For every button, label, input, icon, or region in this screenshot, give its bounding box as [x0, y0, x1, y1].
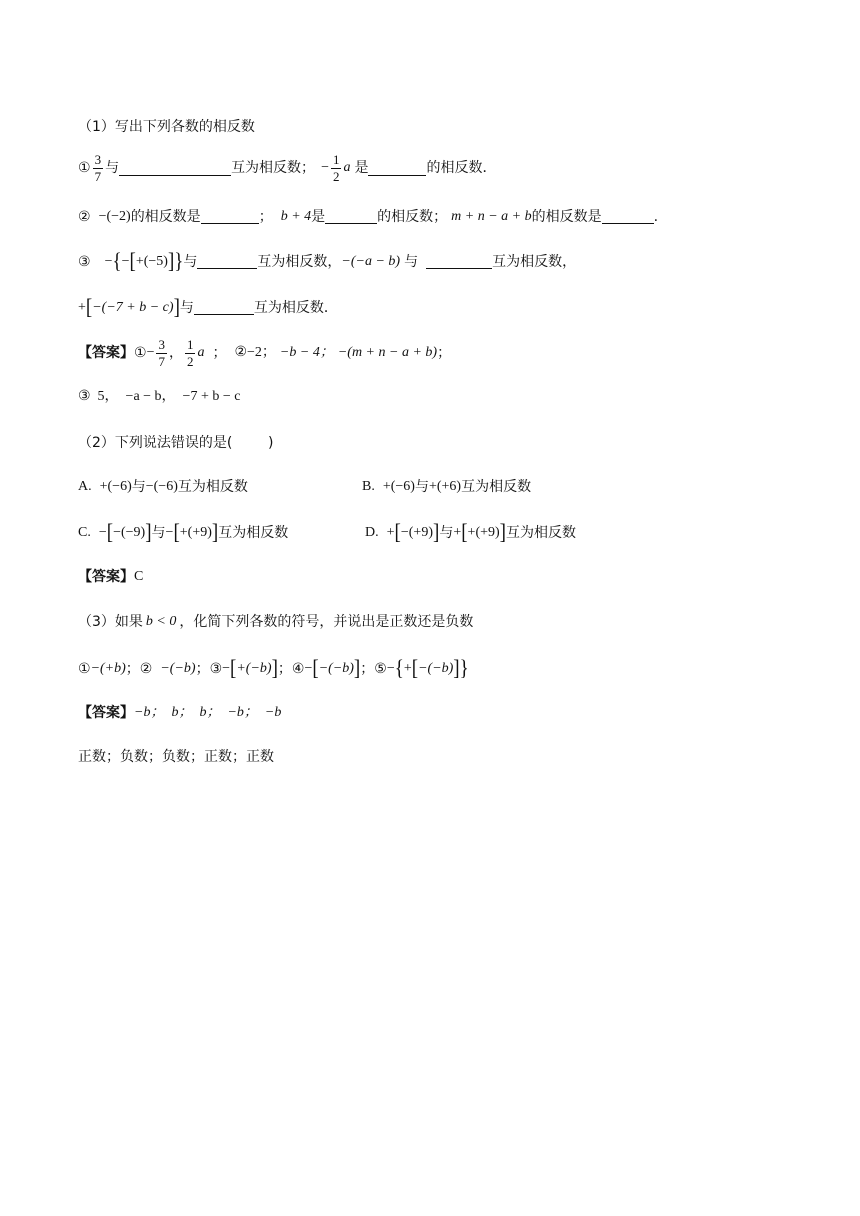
text: 与 [414, 479, 429, 495]
bracket-close: ] [271, 656, 278, 681]
q3-title-post: ，化简下列各数的符号，并说出是正数还是负数 [179, 614, 474, 630]
minus-sign: − [165, 524, 174, 540]
q3-title-pre: （3）如果 [78, 614, 143, 630]
option-label: B. [362, 479, 375, 494]
text: ， [168, 345, 183, 362]
expr: −(−b) [418, 660, 454, 676]
text: 与 [105, 160, 120, 177]
expr: b + 4 [280, 208, 312, 224]
brace-open: { [112, 249, 122, 274]
text: 互为相反数 [506, 524, 576, 541]
bracket-open: [ [461, 520, 468, 545]
option-label: A. [78, 479, 92, 494]
expr: +(−b) [236, 660, 272, 676]
fraction-1-2 [185, 338, 196, 368]
bracket-open: [ [173, 520, 180, 545]
text: 互为相反数； [231, 160, 316, 177]
q1-row3 [78, 249, 577, 274]
text: 是 [354, 160, 369, 177]
text: 互为相反数， [257, 253, 342, 270]
expr: +(+9) [467, 524, 500, 540]
answer-label: 【答案】 [78, 345, 134, 362]
answer-value: −b； b； b； −b； −b [134, 705, 282, 720]
answer-label: 【答案】 [78, 705, 134, 721]
text: ； [212, 345, 227, 362]
q3-answer [78, 706, 281, 720]
text: 的相反数； [377, 208, 448, 225]
bracket-open: [ [106, 520, 114, 545]
q2-title [78, 436, 273, 450]
frac-den: 2 [332, 168, 340, 184]
var-a: a [343, 160, 351, 176]
circled-1: ① [78, 660, 91, 677]
fraction-3-7 [93, 153, 104, 183]
frac-den: 7 [94, 168, 102, 184]
plus-sign: + [78, 299, 86, 315]
condition: b < 0 [145, 614, 177, 629]
text: 与 [151, 524, 166, 541]
frac-num: 1 [332, 152, 340, 167]
answer-blank[interactable] [368, 161, 426, 176]
minus-sign: − [304, 660, 313, 676]
brace-close: } [174, 249, 184, 274]
answer-part: −(m + n − a + b) [337, 345, 438, 361]
bracket-close: ] [167, 249, 175, 274]
q1-title [78, 120, 255, 134]
q2-option-c[interactable] [78, 520, 289, 545]
expr: −(+9) [400, 524, 433, 540]
answer-blank[interactable] [426, 254, 492, 269]
text: ； [437, 345, 452, 362]
bracket-open: [ [411, 656, 419, 681]
text: 与 [404, 253, 419, 270]
fraction-1-2 [331, 153, 342, 183]
bracket-close: ] [432, 520, 440, 545]
separator: ； [277, 660, 292, 677]
separator: ； [195, 660, 210, 677]
answer-part: ③ 5， −a − b， −7 + b − c [78, 389, 241, 404]
circled-1: ① [78, 160, 91, 177]
q1-answer [78, 338, 451, 368]
minus-sign: − [222, 660, 231, 676]
var-a: a [197, 345, 205, 361]
bracket-open: [ [230, 656, 237, 681]
option-label: D. [365, 524, 379, 540]
circled-3: ③ [78, 253, 91, 270]
q1-title-text: （1）写出下列各数的相反数 [78, 119, 255, 135]
q3-answer-2 [78, 750, 274, 764]
minus-sign: − [386, 660, 395, 676]
text: 的相反数是 [130, 208, 201, 225]
minus-sign: − [104, 253, 113, 269]
bracket-open: [ [312, 656, 319, 681]
text: 互为相反数 [177, 479, 248, 495]
text: 互为相反数． [253, 299, 338, 316]
answer-blank[interactable] [119, 161, 231, 176]
bracket-close: ] [173, 295, 180, 320]
expr: −(−6) [145, 479, 178, 494]
expr: −(−a − b) [341, 253, 401, 269]
frac-den: 2 [186, 353, 194, 369]
text: ； [258, 208, 273, 225]
q1-row2 [78, 209, 658, 224]
text: 的相反数． [426, 160, 497, 177]
answer-blank[interactable] [197, 254, 257, 269]
separator: ； [360, 660, 375, 677]
plus-sign: + [403, 660, 412, 676]
circled-5: ⑤ [374, 660, 387, 677]
q2-option-b[interactable] [362, 480, 531, 494]
minus-sign: − [121, 253, 130, 269]
fraction-3-7 [156, 338, 167, 368]
plus-sign: + [453, 524, 462, 540]
answer-blank[interactable] [602, 209, 654, 224]
answer-part: −b − 4； [279, 345, 334, 361]
answer-label: 【答案】 [78, 569, 134, 585]
text: 互为相反数 [218, 524, 289, 541]
q3-title [78, 615, 473, 629]
text: 是 [311, 208, 326, 225]
q2-option-d[interactable] [365, 520, 576, 545]
brace-open: { [394, 656, 404, 681]
text: 的相反数是 [531, 208, 602, 225]
expr: +(+9) [179, 524, 212, 540]
answer-blank[interactable] [194, 300, 254, 315]
bracket-open: [ [85, 295, 93, 320]
q1-answer-2 [78, 390, 240, 404]
text: 与 [131, 479, 146, 495]
expr: +(−6) [99, 479, 132, 494]
text: 互为相反数 [461, 479, 532, 495]
bracket-close: ] [211, 520, 219, 545]
frac-den: 7 [158, 353, 165, 369]
q1-row4 [78, 295, 338, 320]
text: 与 [439, 524, 454, 541]
expr: −(−b) [318, 660, 354, 676]
expr: +(−5) [135, 253, 168, 269]
expr: −(−7 + b − c) [92, 299, 174, 315]
q2-answer [78, 570, 143, 584]
expr: +(+6) [428, 479, 462, 494]
circled-2: ② [78, 208, 91, 225]
minus-sign: − [321, 160, 329, 176]
expr: −(−9) [113, 524, 146, 540]
circled-1: ① [134, 345, 147, 362]
answer-blank[interactable] [325, 209, 377, 224]
text: 与 [179, 299, 194, 316]
separator: ； [125, 660, 140, 677]
circled-4: ④ [291, 660, 305, 677]
bracket-open: [ [394, 520, 401, 545]
bracket-close: ] [499, 520, 506, 545]
answer-value: C [134, 569, 144, 584]
frac-num: 3 [158, 337, 165, 352]
text: 互为相反数， [492, 253, 577, 270]
text: . [653, 208, 659, 225]
frac-num: 1 [186, 337, 194, 352]
minus-sign: − [146, 345, 155, 361]
answer-blank[interactable] [201, 209, 259, 224]
q3-items [78, 656, 469, 681]
q2-title-text: （2）下列说法错误的是( ) [78, 435, 274, 451]
q1-row1 [78, 153, 496, 183]
expr: −(−b) [160, 660, 196, 676]
brace-close: } [459, 656, 469, 681]
expr: +(−6) [382, 479, 415, 494]
answer-part: ②−2； [234, 345, 276, 361]
bracket-close: ] [453, 656, 460, 681]
circled-2: ② [139, 660, 153, 677]
minus-sign: − [98, 524, 107, 540]
expr: m + n − a + b [451, 208, 532, 224]
plus-sign: + [386, 524, 395, 540]
bracket-close: ] [353, 656, 361, 681]
circled-3: ③ [209, 660, 223, 677]
frac-num: 3 [94, 152, 102, 167]
answer-value: 正数；负数；负数；正数；正数 [78, 749, 274, 765]
bracket-open: [ [129, 249, 136, 274]
expr: −(−2) [98, 208, 131, 224]
q2-option-a[interactable] [78, 480, 248, 494]
option-label: C. [78, 524, 91, 540]
text: 与 [183, 253, 198, 270]
bracket-close: ] [145, 520, 152, 545]
expr: −(+b) [90, 660, 126, 676]
